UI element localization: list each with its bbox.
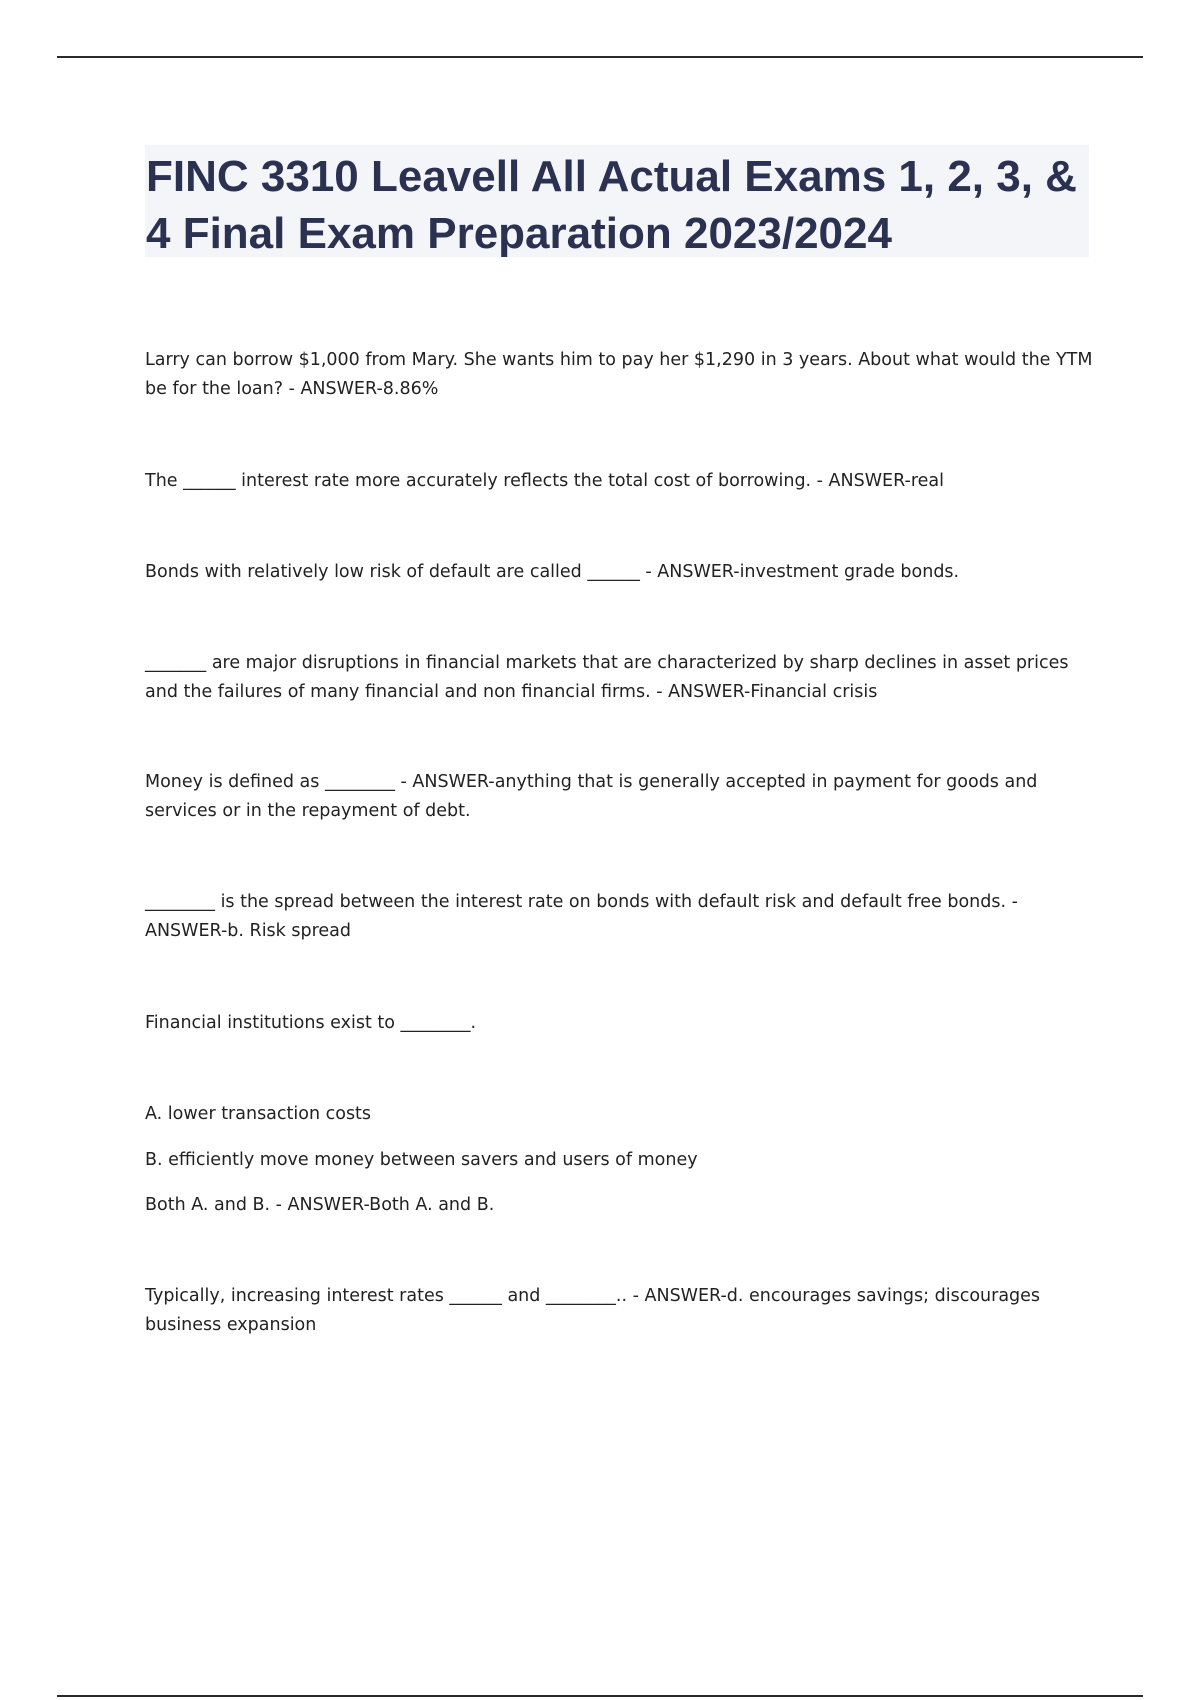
bottom-rule: [57, 1695, 1143, 1697]
question-2: The ______ interest rate more accurately reflects the total cost of borrowing. - ANSWER-real: [145, 471, 945, 491]
question-5: Money is defined as ________ - ANSWER-anything that is generally accepted in payment for goods and services or in the repayment of debt.: [145, 772, 1038, 821]
question-6: ________ is the spread between the interest rate on bonds with default risk and default free bonds. - ANSWER-b. Risk spread: [145, 892, 1018, 941]
document-title: FINC 3310 Leavell All Actual Exams 1, 2, 3, & 4 Final Exam Preparation 2023/2024: [146, 152, 1077, 258]
option-a: A. lower transaction costs: [145, 1104, 372, 1124]
question-1: Larry can borrow $1,000 from Mary. She wants him to pay her $1,290 in 3 years. About what would the YTM be for the loan? - ANSWER-8.86%: [145, 350, 1093, 399]
question-4: _______ are major disruptions in financial markets that are characterized by sharp declines in asset prices and the failures of many financial and non financial firms. - ANSWER-Financial crisis: [145, 653, 1069, 702]
option-both-answer: Both A. and B. - ANSWER-Both A. and B.: [145, 1195, 495, 1215]
question-8: Typically, increasing interest rates ______ and ________.. - ANSWER-d. encourages savings; discourages business expansion: [145, 1286, 1041, 1335]
top-rule: [57, 56, 1143, 58]
question-7: Financial institutions exist to ________.: [145, 1013, 477, 1033]
option-b: B. efficiently move money between savers and users of money: [145, 1150, 698, 1170]
question-3: Bonds with relatively low risk of default are called ______ - ANSWER-investment grade bonds.: [145, 562, 960, 582]
